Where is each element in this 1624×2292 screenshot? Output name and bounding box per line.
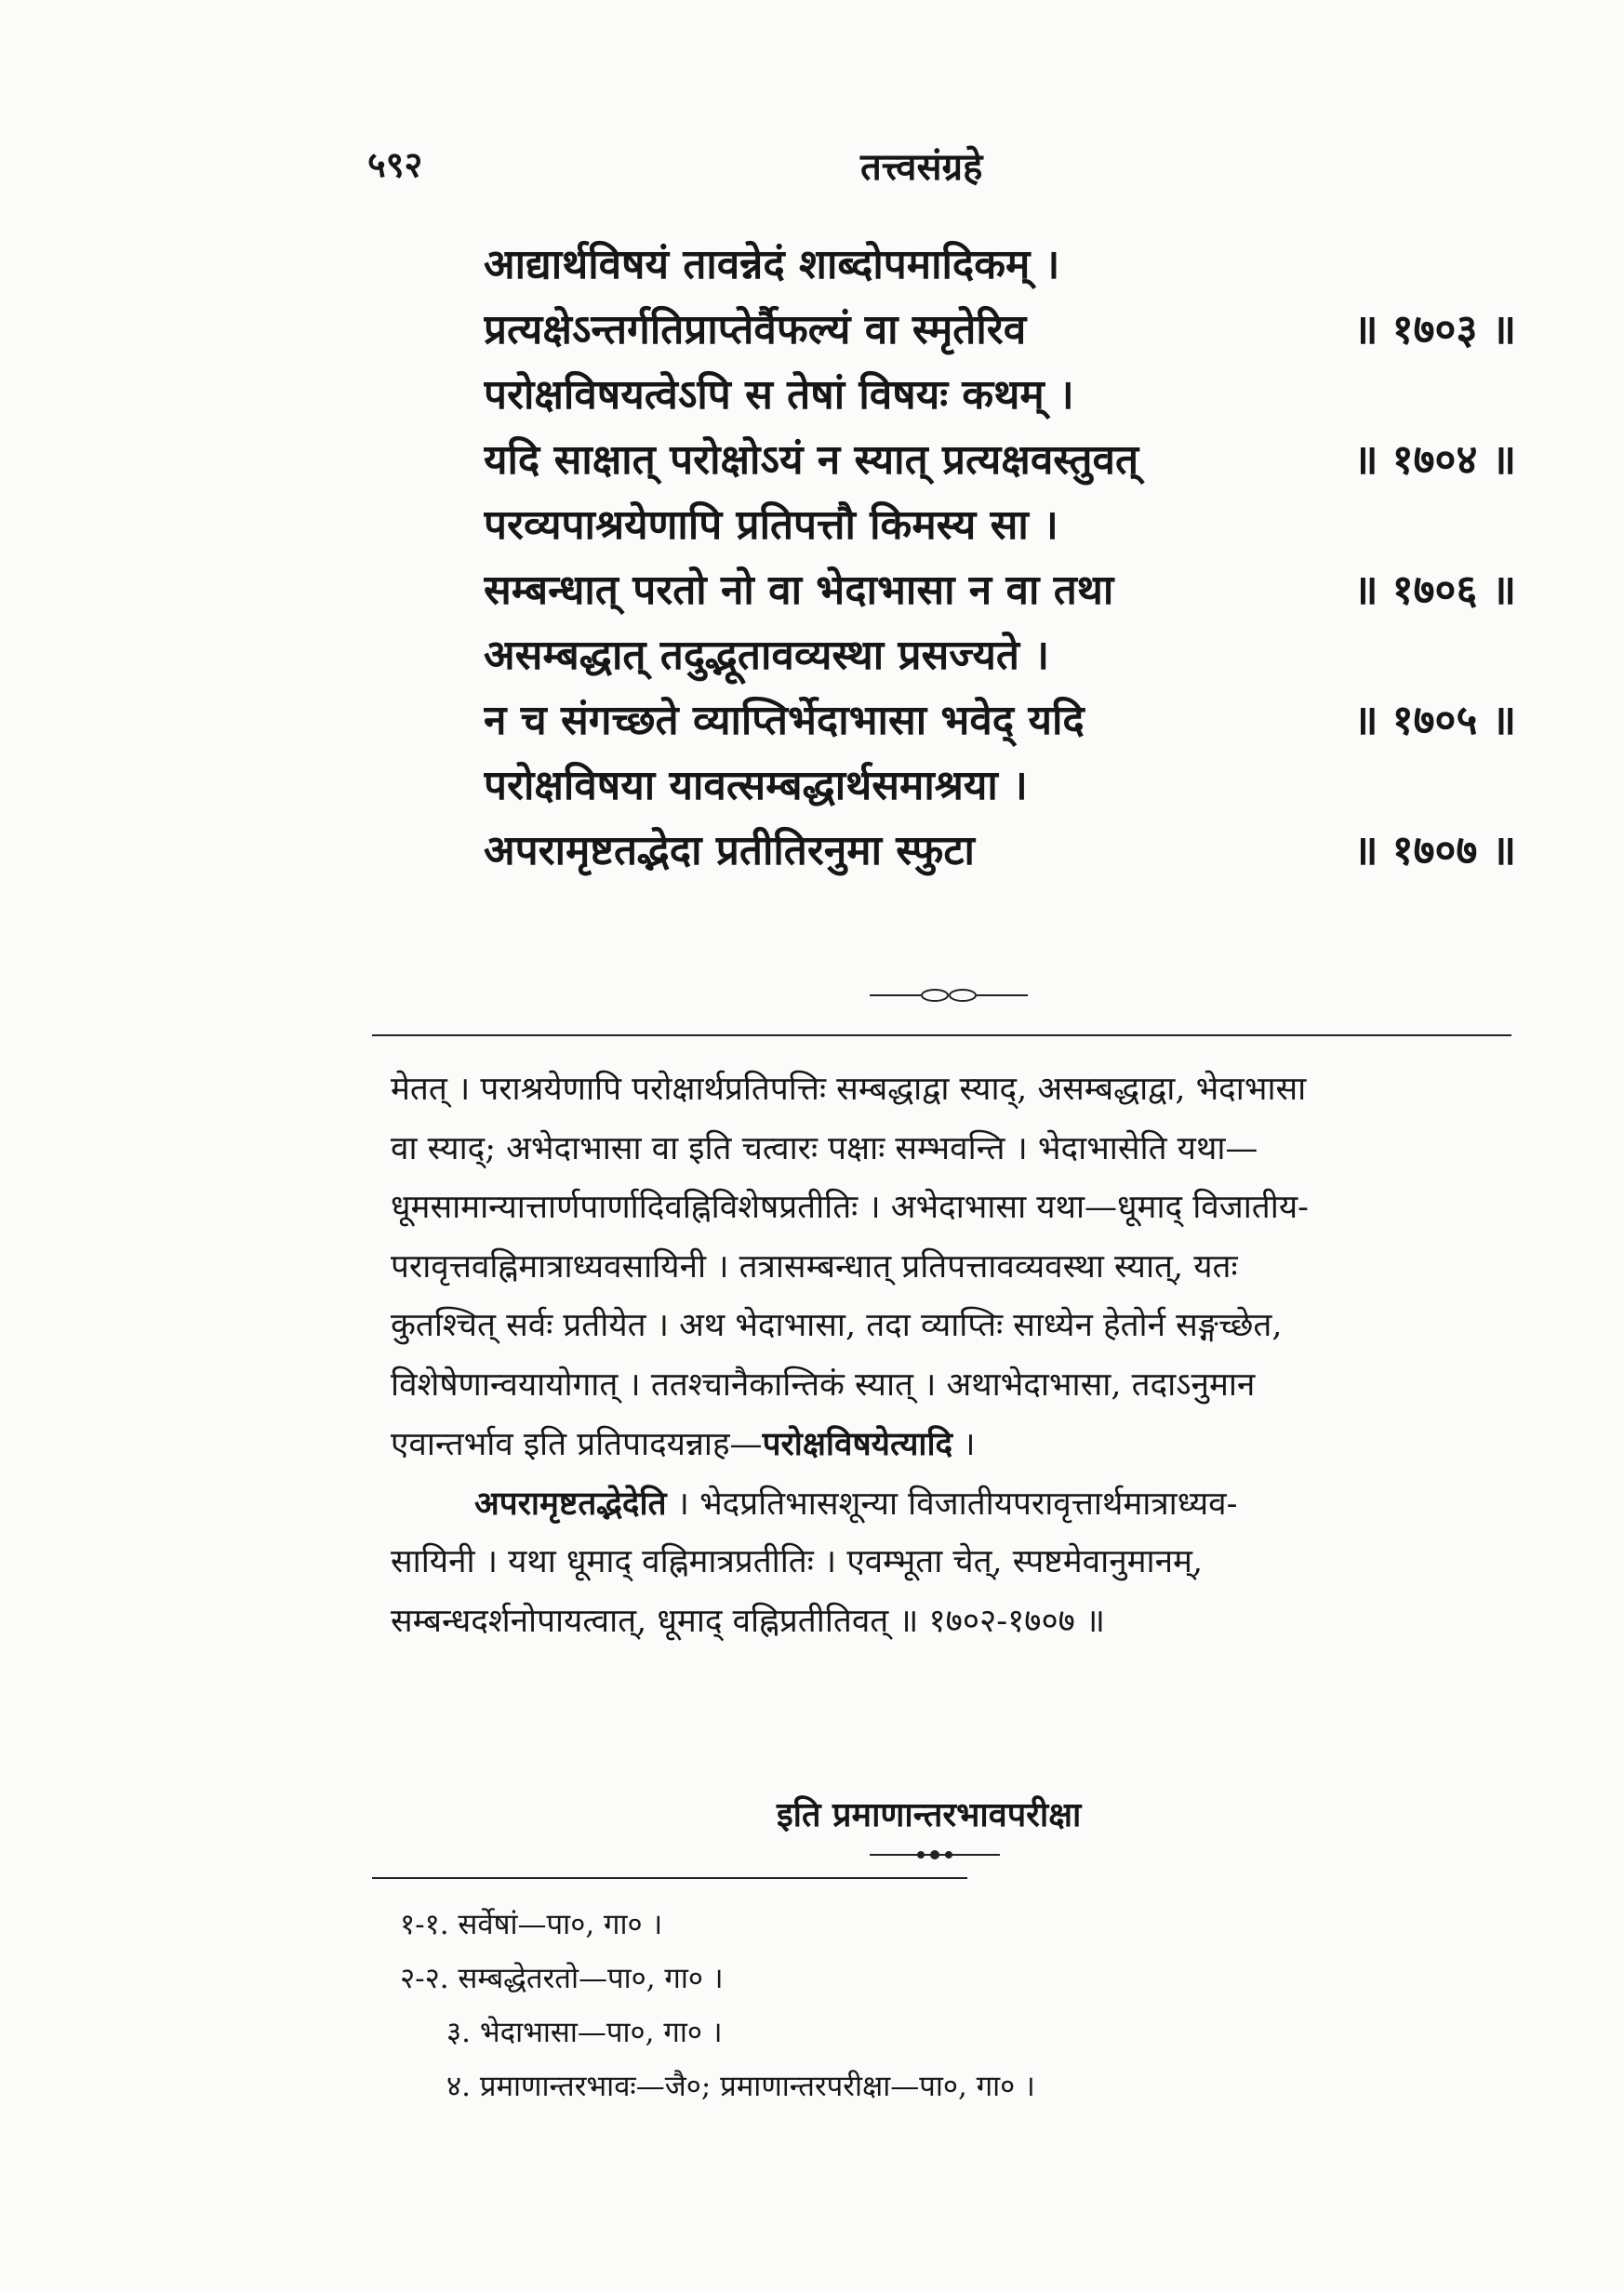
commentary-lemma: परोक्षविषयेत्यादि — [762, 1425, 953, 1463]
verse-number: ॥ १७०३ ॥ — [1353, 306, 1516, 353]
footnote: १-१. सर्वेषां—पा०, गा० । — [400, 1908, 663, 1941]
commentary-line: अपरामृष्टतद्भेदेति । भेदप्रतिभासशून्या विजातीयपरावृत्तार्थमात्राध्यव- — [474, 1484, 1238, 1523]
verse-text: सम्बन्धात् परतो नो वा भेदाभासा न वा तथा — [484, 566, 1114, 614]
verse-text: परोक्षविषया यावत्सम्बद्धार्थसमाश्रया । — [484, 762, 1028, 809]
verse-text: प्रत्यक्षेऽन्तर्गतिप्राप्तेर्वैफल्यं वा स्मृतेरिव — [484, 306, 1027, 353]
verse-text: आद्यार्थविषयं तावन्नेदं शाब्दोपमादिकम् । — [484, 241, 1060, 288]
verse-text: न च संगच्छते व्याप्तिर्भेदाभासा भवेद् यदि — [484, 697, 1085, 744]
section-colophon: इति प्रमाणान्तरभावपरीक्षा — [777, 1795, 1082, 1834]
commentary-line: विशेषेणान्वयायोगात् । ततश्चानैकान्तिकं स्यात् । अथाभेदाभासा, तदाऽनुमान — [391, 1366, 1256, 1404]
commentary-line: धूमसामान्यात्तार्णपार्णादिवह्निविशेषप्रतीतिः । अभेदाभासा यथा—धूमाद् विजातीय- — [391, 1189, 1309, 1226]
running-title: तत्त्वसंग्रहे — [860, 145, 983, 189]
footnote: ४. प्रमाणान्तरभावः—जै०; प्रमाणान्तरपरीक्षा—पा०, गा० । — [446, 2070, 1035, 2103]
commentary-line: कुतश्चित् सर्वः प्रतीयेत । अथ भेदाभासा, तदा व्याप्तिः साध्येन हेतोर्न सङ्गच्छेत, — [391, 1307, 1283, 1344]
page-header — [367, 140, 1511, 195]
commentary-line: वा स्याद्; अभेदाभासा वा इति चत्वारः पक्षाः सम्भवन्ति । भेदाभासेति यथा— — [391, 1129, 1258, 1167]
verse-text: परव्यपाश्रयेणापि प्रतिपत्तौ किमस्य सा । — [484, 501, 1058, 549]
verse-number: ॥ १७०४ ॥ — [1353, 436, 1516, 484]
verse-line — [484, 493, 1516, 558]
verse-text: अपरामृष्टतद्भेदा प्रतीतिरनुमा स्फुटा — [484, 827, 975, 874]
commentary-lemma: अपरामृष्टतद्भेदेति — [474, 1484, 667, 1523]
verse-line — [484, 428, 1516, 493]
verse-number: ॥ १७०५ ॥ — [1353, 697, 1516, 744]
verse-text: परोक्षविषयत्वेऽपि स तेषां विषयः कथम् । — [484, 371, 1074, 419]
verse-number: ॥ १७०७ ॥ — [1353, 827, 1516, 874]
footnote: २-२. सम्बद्धेतरतो—पा०, गा० । — [400, 1962, 724, 1995]
ornament-divider-icon — [870, 984, 1028, 1006]
commentary-line: एवान्तर्भाव इति प्रतिपादयन्नाह—परोक्षविषयेत्यादि । — [391, 1425, 976, 1463]
footnote: ३. भेदाभासा—पा०, गा० । — [446, 2016, 723, 2049]
verse-number: ॥ १७०६ ॥ — [1353, 566, 1516, 614]
verse-line — [484, 363, 1516, 428]
verse-line — [484, 623, 1516, 688]
verse-line — [484, 819, 1516, 884]
verse-line — [484, 558, 1516, 623]
page-number: ५९२ — [367, 143, 423, 185]
footnotes — [400, 1898, 1330, 2113]
end-ornament-icon — [870, 1846, 1000, 1863]
commentary-line: सम्बन्धदर्शनोपायत्वात्, धूमाद् वह्निप्रतीतिवत् ॥ १७०२-१७०७ ॥ — [391, 1602, 1105, 1640]
footnote-rule — [372, 1877, 967, 1879]
commentary-line: परावृत्तवह्निमात्राध्यवसायिनी । तत्रासम्बन्धात् प्रतिपत्तावव्यवस्था स्यात्, यतः — [391, 1247, 1238, 1286]
verse-text: असम्बद्धात् तदुद्भूतावव्यस्था प्रसज्यते । — [484, 632, 1050, 679]
verse-line — [484, 233, 1516, 298]
verse-line — [484, 688, 1516, 753]
verse-block — [484, 233, 1516, 884]
commentary-line: मेतत् । पराश्रयेणापि परोक्षार्थप्रतिपत्तिः सम्बद्धाद्वा स्याद्, असम्बद्धाद्वा, भेदाभासा — [391, 1071, 1307, 1108]
verse-line — [484, 298, 1516, 363]
section-rule — [372, 1034, 1511, 1036]
verse-line — [484, 753, 1516, 819]
commentary-line: सायिनी । यथा धूमाद् वह्निमात्रप्रतीतिः । एवम्भूता चेत्, स्पष्टमेवानुमानम्, — [391, 1543, 1204, 1580]
verse-text: यदि साक्षात् परोक्षोऽयं न स्यात् प्रत्यक्षवस्तुवत् — [484, 436, 1139, 484]
commentary-block — [391, 1060, 1507, 1651]
